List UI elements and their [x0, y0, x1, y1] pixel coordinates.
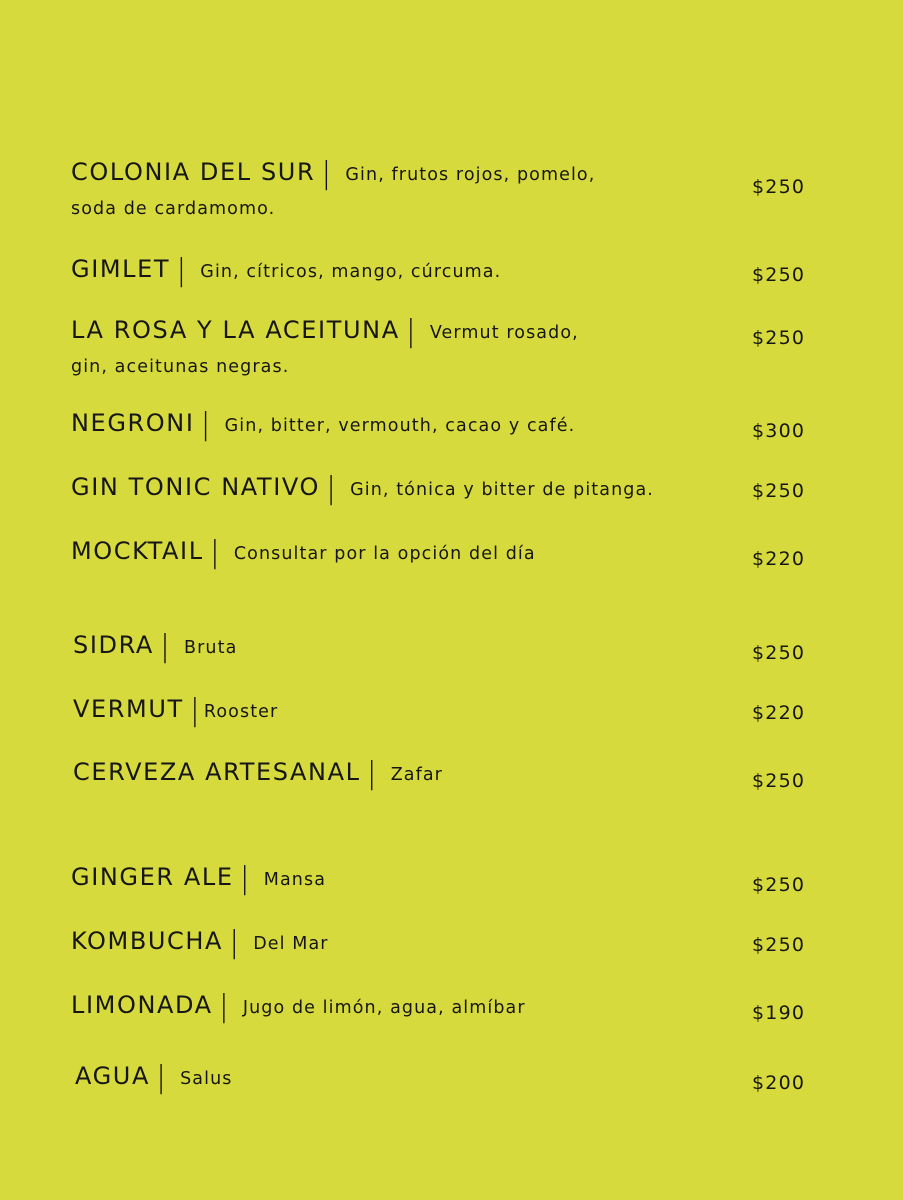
- item-name: GIMLET: [71, 255, 171, 283]
- item-price: $250: [752, 264, 806, 286]
- separator: |: [189, 693, 200, 728]
- item-price: $250: [752, 176, 806, 198]
- separator: |: [229, 925, 240, 960]
- item-description: Gin, cítricos, mango, cúrcuma.: [200, 262, 502, 282]
- item-name: AGUA: [75, 1062, 150, 1090]
- item-price: $200: [752, 1072, 806, 1094]
- separator: |: [155, 1060, 167, 1095]
- item-price: $250: [752, 480, 806, 502]
- item-price: $250: [752, 874, 806, 896]
- separator: |: [159, 629, 171, 664]
- separator: |: [200, 407, 211, 442]
- item-description: Consultar por la opción del día: [233, 544, 536, 564]
- item-name: NEGRONI: [71, 409, 195, 437]
- item-description: Zafar: [390, 765, 443, 785]
- item-name: KOMBUCHA: [71, 927, 224, 955]
- separator: |: [239, 861, 250, 896]
- item-description: Vermut rosado,: [429, 323, 579, 343]
- item-price: $250: [752, 327, 806, 349]
- item-name: GINGER ALE: [71, 863, 234, 891]
- item-description: Gin, frutos rojos, pomelo,: [345, 165, 596, 185]
- item-price: $250: [752, 642, 806, 664]
- item-description-continued: gin, aceitunas negras.: [71, 357, 290, 377]
- item-name: COLONIA DEL SUR: [71, 158, 316, 186]
- separator: |: [209, 535, 220, 570]
- item-description: Bruta: [184, 638, 238, 658]
- item-name: GIN TONIC NATIVO: [71, 473, 320, 501]
- item-description: Gin, bitter, vermouth, cacao y café.: [224, 416, 576, 436]
- item-description: Rooster: [203, 702, 279, 722]
- item-name: SIDRA: [73, 631, 154, 659]
- item-price: $220: [752, 702, 806, 724]
- item-price: $250: [752, 770, 806, 792]
- item-price: $250: [752, 934, 806, 956]
- separator: |: [325, 471, 337, 506]
- item-description: Gin, tónica y bitter de pitanga.: [350, 480, 654, 500]
- item-name: CERVEZA ARTESANAL: [73, 758, 361, 786]
- item-price: $300: [752, 420, 806, 442]
- item-name: LA ROSA Y LA ACEITUNA: [71, 316, 400, 344]
- separator: |: [176, 253, 187, 288]
- separator: |: [321, 156, 332, 191]
- item-description: Salus: [180, 1069, 233, 1089]
- item-name: MOCKTAIL: [71, 537, 204, 565]
- item-price: $190: [752, 1002, 806, 1024]
- separator: |: [366, 756, 377, 791]
- item-description: Jugo de limón, agua, almíbar: [242, 998, 526, 1018]
- item-name: LIMONADA: [71, 991, 213, 1019]
- separator: |: [405, 314, 416, 349]
- item-name: VERMUT: [73, 695, 184, 723]
- item-description-continued: soda de cardamomo.: [71, 199, 276, 219]
- separator: |: [218, 989, 229, 1024]
- item-price: $220: [752, 548, 806, 570]
- item-description: Mansa: [263, 870, 327, 890]
- item-description: Del Mar: [253, 934, 329, 954]
